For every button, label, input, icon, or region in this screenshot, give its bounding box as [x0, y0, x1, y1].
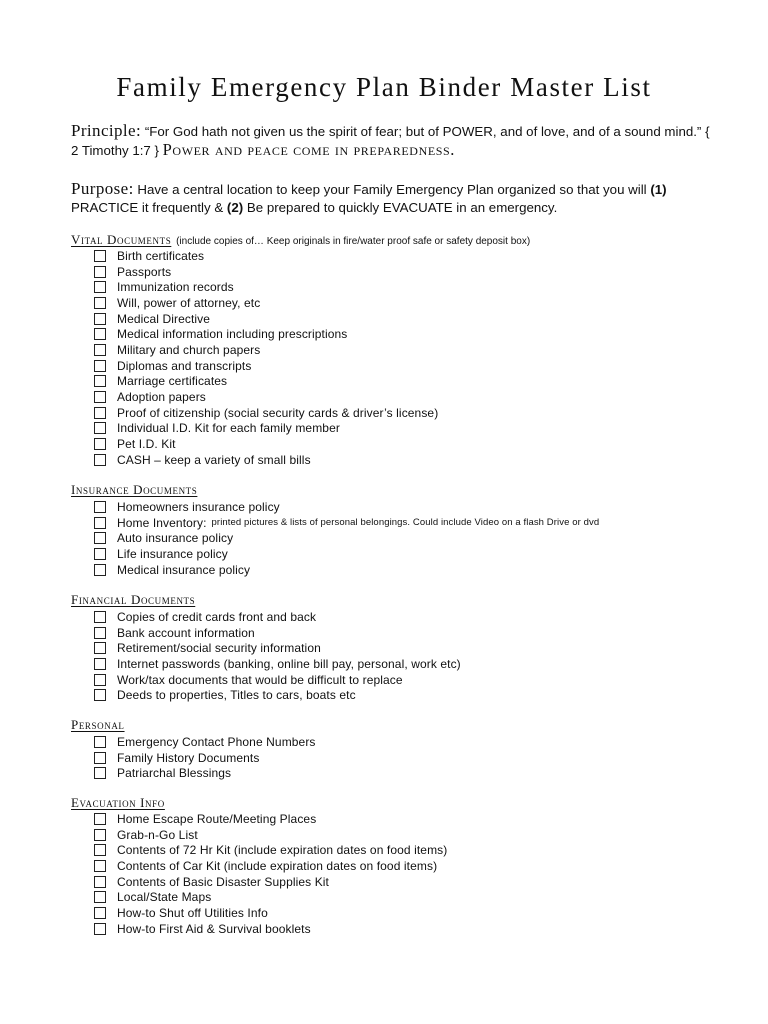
item-label: Copies of credit cards front and back — [117, 609, 317, 624]
item-label: Deeds to properties, Titles to cars, boats etc — [117, 688, 356, 703]
checkbox[interactable] — [94, 923, 106, 935]
checklist-item — [94, 905, 714, 921]
principle-label: Principle: — [71, 121, 142, 140]
checklist-item — [94, 311, 714, 327]
principle-paragraph — [71, 122, 711, 160]
purpose-label: Purpose: — [71, 179, 134, 198]
checklist-item — [94, 436, 714, 452]
item-label: Life insurance policy — [117, 546, 228, 561]
item-label: Contents of Car Kit (include expiration dates on food items) — [117, 858, 438, 873]
checklist-item — [94, 248, 714, 264]
checkbox[interactable] — [94, 281, 106, 293]
purpose-number-2: (2) — [226, 200, 244, 215]
item-label: CASH – keep a variety of small bills — [117, 452, 311, 467]
section-title: Evacuation Info — [71, 795, 165, 810]
checklist-item — [94, 264, 714, 280]
item-label: Local/State Maps — [117, 890, 212, 905]
item-label: Proof of citizenship (social security cards & driver’s license) — [117, 405, 439, 420]
principle-quote: “For God hath not given us the spirit of fear; but of POWER, and of love, and of a sound mind.” — [144, 124, 702, 139]
checkbox[interactable] — [94, 752, 106, 764]
checkbox[interactable] — [94, 564, 106, 576]
item-label: How-to First Aid & Survival booklets — [117, 921, 311, 936]
personal-checklist — [94, 734, 714, 781]
checkbox[interactable] — [94, 297, 106, 309]
checkbox[interactable] — [94, 642, 106, 654]
checkbox[interactable] — [94, 360, 106, 372]
checklist-item — [94, 687, 714, 703]
checklist-item — [94, 342, 714, 358]
checklist-item — [94, 609, 714, 625]
section-title: Vital Documents — [71, 232, 172, 247]
item-label: Immunization records — [117, 280, 234, 295]
checkbox[interactable] — [94, 829, 106, 841]
section-vital-documents — [71, 233, 711, 249]
item-label: Medical insurance policy — [117, 562, 251, 577]
checkbox[interactable] — [94, 422, 106, 434]
purpose-text-2: PRACTICE it frequently & — [71, 200, 227, 215]
item-label: Home Escape Route/Meeting Places — [117, 811, 317, 826]
checkbox[interactable] — [94, 375, 106, 387]
evacuation-info-checklist — [94, 811, 714, 937]
checkbox[interactable] — [94, 844, 106, 856]
financial-documents-checklist — [94, 609, 714, 703]
checkbox[interactable] — [94, 860, 106, 872]
item-label: Diplomas and transcripts — [117, 358, 252, 373]
item-label: Pet I.D. Kit — [117, 437, 176, 452]
checklist-item — [94, 546, 714, 562]
checkbox[interactable] — [94, 876, 106, 888]
checklist-item — [94, 765, 714, 781]
checklist-item — [94, 811, 714, 827]
item-label: Retirement/social security information — [117, 641, 321, 656]
checklist-item — [94, 499, 714, 515]
checkbox[interactable] — [94, 689, 106, 701]
checkbox[interactable] — [94, 736, 106, 748]
checklist-item — [94, 672, 714, 688]
item-label: Contents of Basic Disaster Supplies Kit — [117, 874, 329, 889]
item-label: Passports — [117, 264, 172, 279]
checklist-item — [94, 874, 714, 890]
item-label: Contents of 72 Hr Kit (include expiration dates on food items) — [117, 843, 448, 858]
checklist-item — [94, 625, 714, 641]
purpose-paragraph — [71, 180, 711, 217]
item-note: printed pictures & lists of personal belongings. Could include Video on a flash Drive or dvd — [211, 517, 600, 529]
document-title: Family Emergency Plan Binder Master List — [116, 72, 652, 102]
section-title: Financial Documents — [71, 592, 196, 607]
item-label: Medical information including prescriptions — [117, 327, 348, 342]
checkbox[interactable] — [94, 454, 106, 466]
checkbox[interactable] — [94, 501, 106, 513]
insurance-documents-checklist — [94, 499, 714, 577]
checklist-item — [94, 858, 714, 874]
principle-motto: Power and peace come in preparedness. — [162, 140, 456, 159]
section-evacuation-info — [71, 796, 711, 812]
item-label: Birth certificates — [117, 248, 205, 263]
checkbox[interactable] — [94, 891, 106, 903]
checklist-item — [94, 827, 714, 843]
checklist-item — [94, 640, 714, 656]
checklist-item — [94, 326, 714, 342]
checkbox[interactable] — [94, 391, 106, 403]
checkbox[interactable] — [94, 611, 106, 623]
item-label: Work/tax documents that would be difficult to replace — [117, 672, 403, 687]
checkbox[interactable] — [94, 438, 106, 450]
item-label: Emergency Contact Phone Numbers — [117, 734, 316, 749]
item-label: Military and church papers — [117, 342, 261, 357]
vital-documents-checklist — [94, 248, 714, 468]
checklist-item — [94, 405, 714, 421]
checkbox[interactable] — [94, 658, 106, 670]
checkbox[interactable] — [94, 313, 106, 325]
checkbox[interactable] — [94, 907, 106, 919]
checklist-item — [94, 530, 714, 546]
checklist-item — [94, 421, 714, 437]
section-title: Insurance Documents — [71, 482, 198, 497]
item-label: Patriarchal Blessings — [117, 766, 232, 781]
item-label: Internet passwords (banking, online bill pay, personal, work etc) — [117, 656, 461, 671]
checklist-item — [94, 734, 714, 750]
section-financial-documents — [71, 593, 711, 609]
checkbox[interactable] — [94, 407, 106, 419]
item-label: Auto insurance policy — [117, 531, 234, 546]
checkbox[interactable] — [94, 266, 106, 278]
section-personal — [71, 718, 711, 734]
checklist-item — [94, 389, 714, 405]
checkbox[interactable] — [94, 328, 106, 340]
checkbox[interactable] — [94, 548, 106, 560]
purpose-number-1: (1) — [650, 182, 667, 197]
section-insurance-documents — [71, 483, 711, 499]
purpose-text-1: Have a central location to keep your Family Emergency Plan organized so that you will — [133, 182, 651, 197]
checkbox[interactable] — [94, 674, 106, 686]
item-label: Homeowners insurance policy — [117, 499, 280, 514]
checklist-item — [94, 279, 714, 295]
checkbox[interactable] — [94, 532, 106, 544]
checklist-item — [94, 562, 714, 578]
item-label: Bank account information — [117, 625, 255, 640]
checklist-item — [94, 842, 714, 858]
checklist-item — [94, 656, 714, 672]
section-title: Personal — [71, 717, 125, 732]
item-label: Medical Directive — [117, 311, 211, 326]
checkbox[interactable] — [94, 767, 106, 779]
checklist-item — [94, 889, 714, 905]
section-note: (include copies of… Keep originals in fire/water proof safe or safety deposit box) — [176, 236, 531, 247]
checklist-item — [94, 452, 714, 468]
checklist-item — [94, 921, 714, 937]
checklist-item — [94, 295, 714, 311]
item-label: Grab-n-Go List — [117, 827, 198, 842]
checkbox[interactable] — [94, 250, 106, 262]
item-label: How-to Shut off Utilities Info — [117, 905, 268, 920]
checkbox[interactable] — [94, 627, 106, 639]
checklist-item — [94, 358, 714, 374]
checkbox[interactable] — [94, 813, 106, 825]
checkbox[interactable] — [94, 344, 106, 356]
item-label: Individual I.D. Kit for each family member — [117, 421, 340, 436]
checklist-item — [94, 515, 714, 531]
checklist-item — [94, 750, 714, 766]
checkbox[interactable] — [94, 517, 106, 529]
item-label: Adoption papers — [117, 390, 206, 405]
checklist-item — [94, 374, 714, 390]
principle-reference: { 2 Timothy 1:7 } — [71, 124, 710, 158]
item-label: Marriage certificates — [117, 374, 228, 389]
purpose-text-3: Be prepared to quickly EVACUATE in an emergency. — [243, 200, 558, 215]
item-label: Home Inventory: — [117, 515, 207, 530]
item-label: Family History Documents — [117, 750, 260, 765]
item-label: Will, power of attorney, etc — [117, 295, 261, 310]
